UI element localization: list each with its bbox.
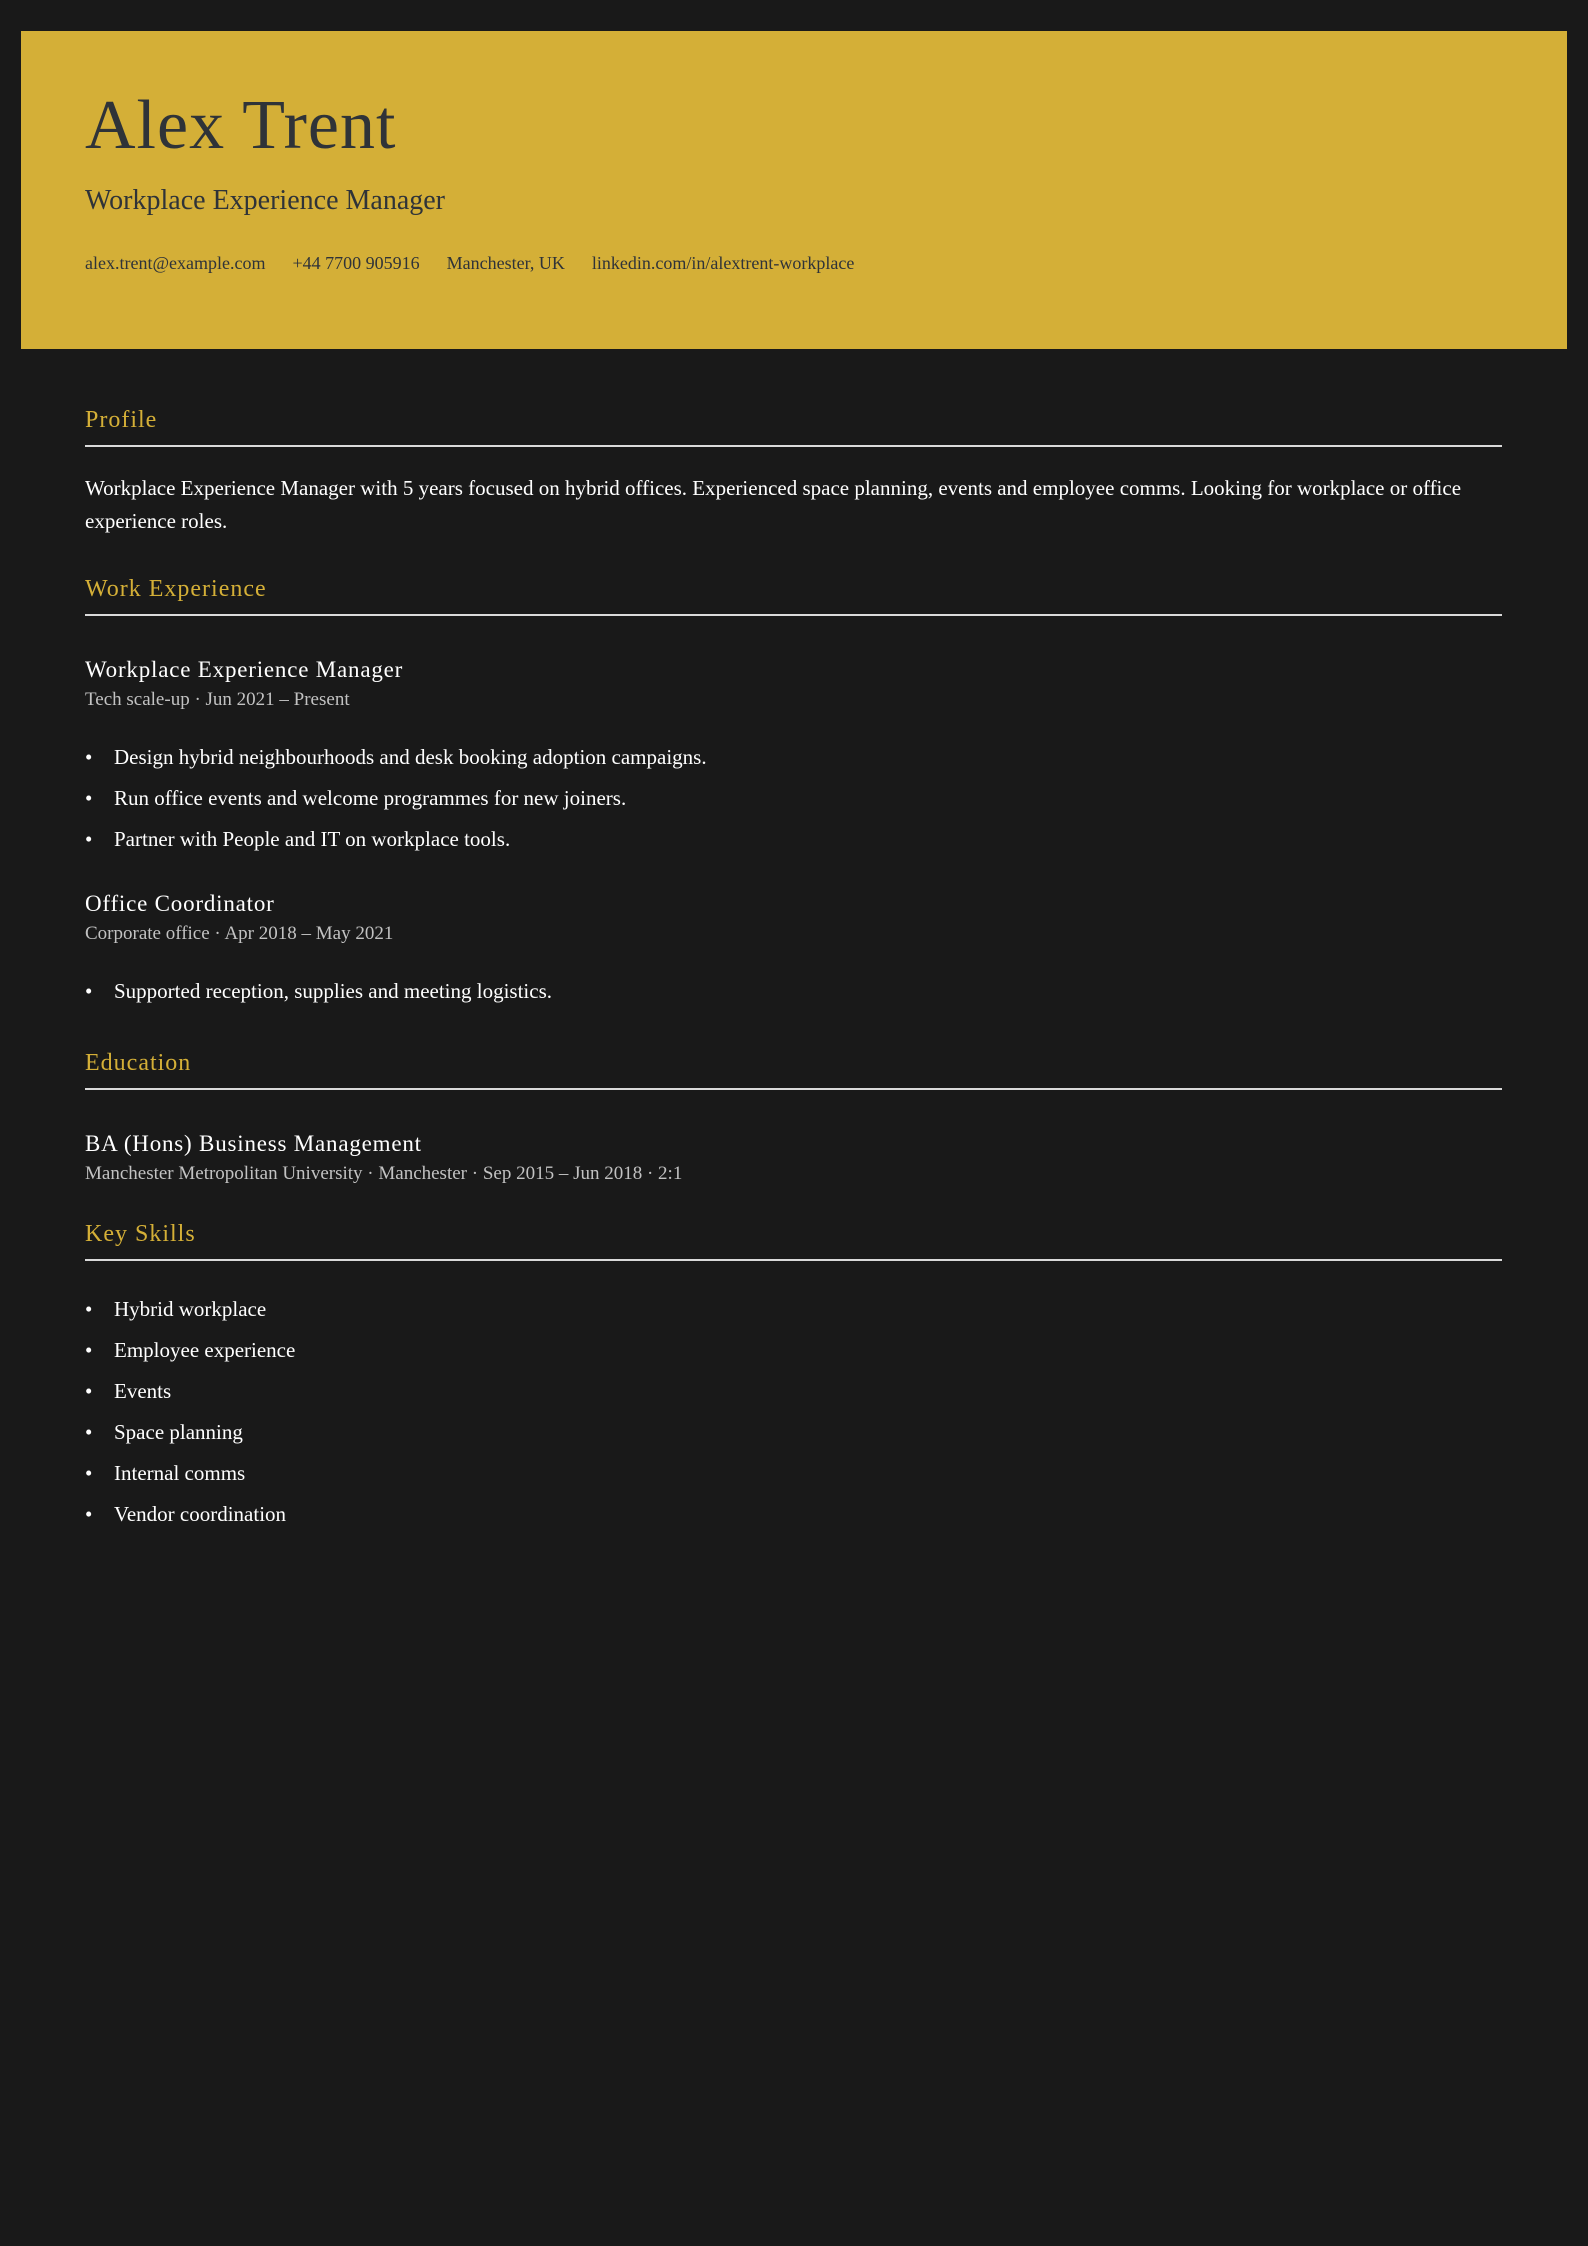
education-meta: Manchester Metropolitan University · Manchester · Sep 2015 – Jun 2018 · 2:1	[85, 1163, 683, 1184]
job-title: Workplace Experience Manager	[85, 657, 404, 682]
job-bullet: • Run office events and welcome programmes for new joiners.	[85, 778, 1502, 819]
education-entry	[85, 1132, 1502, 1183]
candidate-name: Alex Trent	[85, 87, 397, 164]
degree-title: BA (Hons) Business Management	[85, 1131, 422, 1156]
skill-item: • Hybrid workplace	[85, 1289, 1502, 1330]
skill-item: • Employee experience	[85, 1330, 1502, 1371]
job-bullets	[85, 971, 1502, 1012]
candidate-role: Workplace Experience Manager	[85, 185, 445, 216]
skill-item: • Internal comms	[85, 1453, 1502, 1494]
skill-item: • Vendor coordination	[85, 1494, 1502, 1535]
contact-email[interactable]: alex.trent@example.com	[85, 253, 266, 273]
job-bullet: • Supported reception, supplies and meeting logistics.	[85, 971, 1502, 1012]
job-entry	[85, 658, 1502, 860]
education-section	[85, 1051, 1502, 1183]
job-title: Office Coordinator	[85, 891, 275, 916]
job-bullet: • Design hybrid neighbourhoods and desk booking adoption campaigns.	[85, 737, 1502, 778]
contact-bar	[85, 254, 854, 272]
profile-section	[85, 408, 1502, 538]
experience-section	[85, 577, 1502, 1012]
resume-body	[85, 408, 1502, 1535]
job-meta: Tech scale-up · Jun 2021 – Present	[85, 689, 350, 710]
section-title-education: Education	[85, 1051, 1502, 1090]
skills-list	[85, 1289, 1502, 1535]
job-bullets	[85, 737, 1502, 860]
skill-item: • Space planning	[85, 1412, 1502, 1453]
skills-section	[85, 1222, 1502, 1535]
job-bullet: • Partner with People and IT on workplace tools.	[85, 819, 1502, 860]
skill-item: • Events	[85, 1371, 1502, 1412]
resume-header	[21, 31, 1567, 349]
profile-text: Workplace Experience Manager with 5 years focused on hybrid offices. Experienced space planning, events and employee comms. Looking for workplace or office experience roles.	[85, 476, 1462, 533]
contact-linkedin[interactable]: linkedin.com/in/alextrent-workplace	[591, 253, 855, 273]
section-title-experience: Work Experience	[85, 577, 1502, 616]
section-title-profile: Profile	[85, 408, 1502, 447]
job-entry	[85, 892, 1502, 1012]
contact-location: Manchester, UK	[446, 253, 565, 273]
job-meta: Corporate office · Apr 2018 – May 2021	[85, 923, 394, 944]
contact-phone[interactable]: +44 7700 905916	[292, 253, 420, 273]
section-title-skills: Key Skills	[85, 1222, 1502, 1261]
